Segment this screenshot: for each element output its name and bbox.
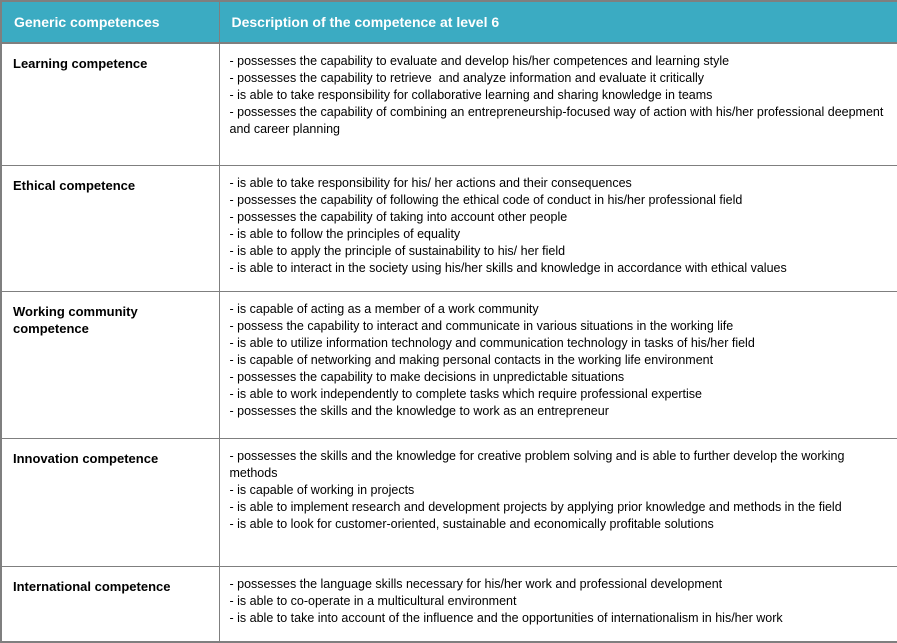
description-line: - is able to implement research and development projects by applying prior knowledge and methods in the field — [229, 499, 842, 514]
description-line: - possesses the skills and the knowledge to work as an entrepreneur — [229, 403, 609, 418]
description-line: - possess the capability to interact and communicate in various situations in the working life — [229, 318, 734, 333]
description-line: - is able to take into account of the influence and the opportunities of internationalism in his/her work — [229, 610, 783, 625]
description-line: - is able to take responsibility for collaborative learning and sharing knowledge in teams — [229, 88, 713, 102]
competence-name: Innovation competence — [1, 438, 219, 566]
competence-descriptions — [219, 438, 897, 566]
description-line: - is able to look for customer-oriented, sustainable and economically profitable solutions — [229, 516, 714, 531]
table-row — [1, 43, 897, 165]
competence-descriptions — [219, 291, 897, 438]
description-line: - possesses the capability of combining an entrepreneurship-focused way of action with his/her professional deepment and career planning — [229, 105, 887, 136]
table-row — [1, 566, 897, 642]
description-line: - possesses the capability to make decisions in unpredictable situations — [229, 369, 625, 384]
description-line: - is able to interact in the society using his/her skills and knowledge in accordance with ethical values — [229, 260, 787, 275]
description-line: - possesses the capability of taking into account other people — [229, 209, 568, 224]
description-line: - is able to co-operate in a multicultural environment — [229, 593, 517, 608]
competence-descriptions — [219, 43, 897, 165]
table-row — [1, 438, 897, 566]
description-line: - possesses the capability of following the ethical code of conduct in his/her professional field — [229, 192, 743, 207]
table-row — [1, 165, 897, 291]
description-line: - is able to follow the principles of equality — [229, 226, 461, 241]
competence-descriptions — [219, 165, 897, 291]
header-description-level6: Description of the competence at level 6 — [219, 1, 897, 43]
description-line: - possesses the language skills necessary for his/her work and professional development — [229, 576, 723, 591]
table-body — [1, 43, 897, 642]
description-line: - is able to take responsibility for his/ her actions and their consequences — [229, 175, 632, 190]
description-line: - is able to utilize information technology and communication technology in tasks of his/her field — [229, 335, 755, 350]
description-line: - is able to work independently to complete tasks which require professional expertise — [229, 386, 702, 401]
description-line: - possesses the capability to retrieve and analyze information and evaluate it critically — [229, 71, 705, 85]
competence-name: Working community competence — [1, 291, 219, 438]
description-line: - is capable of networking and making personal contacts in the working life environment — [229, 352, 714, 367]
header-row — [1, 1, 897, 43]
table-row — [1, 291, 897, 438]
competence-descriptions — [219, 566, 897, 642]
description-line: - is capable of working in projects — [229, 482, 415, 497]
header-generic-competences: Generic competences — [1, 1, 219, 43]
description-line: - is capable of acting as a member of a work community — [229, 301, 539, 316]
description-line: - possesses the capability to evaluate and develop his/her competences and learning style — [229, 54, 730, 68]
competence-name: International competence — [1, 566, 219, 642]
description-line: - is able to apply the principle of sustainability to his/ her field — [229, 243, 566, 258]
description-line: - possesses the skills and the knowledge for creative problem solving and is able to further develop the working methods — [229, 448, 848, 480]
competence-name: Learning competence — [1, 43, 219, 165]
competence-name: Ethical competence — [1, 165, 219, 291]
